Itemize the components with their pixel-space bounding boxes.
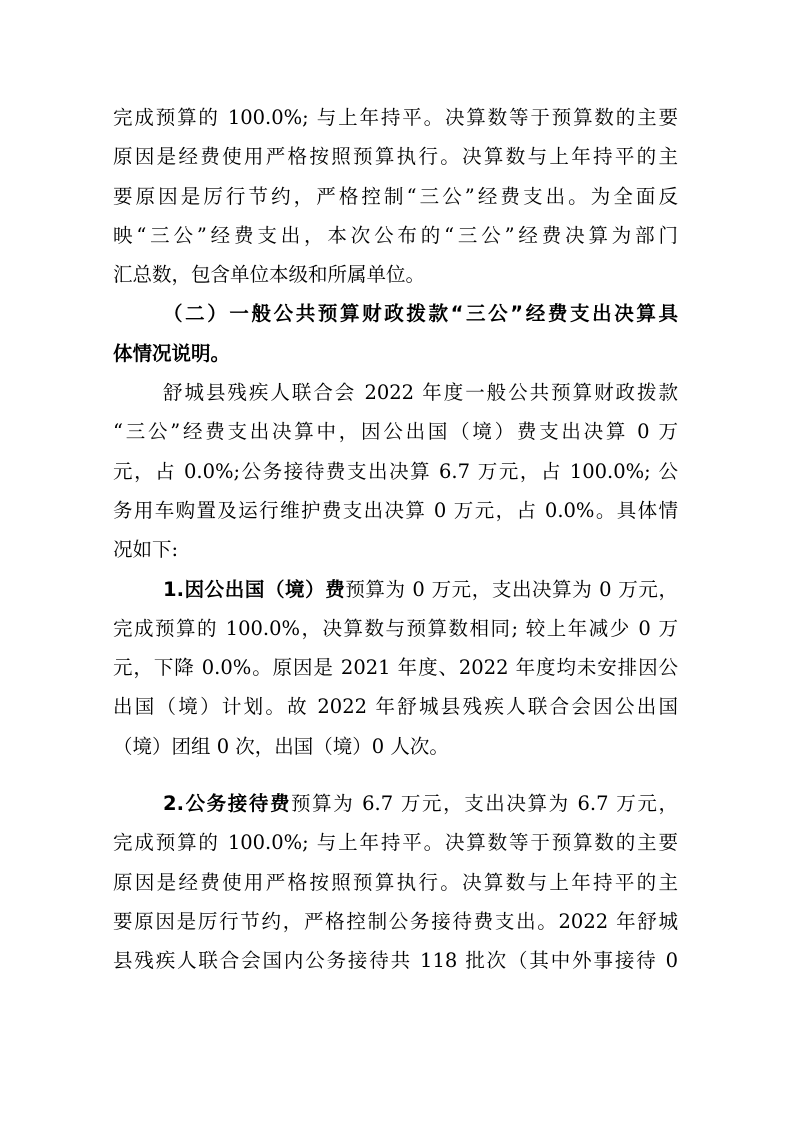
text-line: 出国（境）计划。故 2022 年舒城县残疾人联合会因公出国 (113, 695, 678, 719)
text-line: 完成预算的 100.0%; 与上年持平。决算数等于预算数的主要 (113, 106, 678, 129)
section-heading (113, 294, 678, 373)
text-line: 县残疾人联合会国内公务接待共 118 批次（其中外事接待 0 (113, 949, 678, 973)
heading-line: 体情况说明。 (113, 341, 231, 365)
item-overseas-travel (113, 570, 678, 766)
item-text: 预算为 0 万元，支出决算为 0 万元， (345, 577, 678, 601)
text-line: 舒城县残疾人联合会 2022 年度一般公共预算财政拨款 (163, 381, 678, 405)
text-line: 元，下降 0.0%。原因是 2021 年度、2022 年度均未安排因公 (113, 656, 678, 680)
text-line: 要原因是厉行节约，严格控制“三公”经费支出。为全面反 (113, 184, 678, 208)
paragraph-summary (113, 98, 678, 294)
item-first-line (113, 784, 678, 823)
heading-line: （二）一般公共预算财政拨款“三公”经费支出决算具 (163, 302, 678, 326)
text-line: “三公”经费支出决算中，因公出国（境）费支出决算 0 万 (113, 420, 678, 444)
text-line: 要原因是厉行节约，严格控制公务接待费支出。2022 年舒城 (113, 909, 678, 933)
text-line: 原因是经费使用严格按照预算执行。决算数与上年持平的主 (113, 870, 678, 894)
text-line: 映“三公”经费支出，本次公布的“三公”经费决算为部门 (113, 223, 678, 247)
text-line: 况如下: (113, 538, 179, 562)
text-line: 完成预算的 100.0%，决算数与预算数相同; 较上年减少 0 万 (113, 616, 678, 640)
text-line: 原因是经费使用严格按照预算执行。决算数与上年持平的主 (113, 145, 678, 169)
text-line: 汇总数，包含单位本级和所属单位。 (113, 263, 426, 287)
document-body (113, 98, 678, 981)
item-official-reception (113, 784, 678, 980)
item-first-line (113, 570, 678, 609)
text-line: 完成预算的 100.0%; 与上年持平。决算数等于预算数的主要 (113, 831, 678, 855)
item-label: 1.因公出国（境）费 (163, 577, 346, 601)
text-line: （境）团组 0 次，出国（境）0 人次。 (113, 734, 449, 758)
item-label: 2.公务接待费 (163, 792, 292, 816)
paragraph-overview (113, 373, 678, 569)
item-text: 预算为 6.7 万元，支出决算为 6.7 万元， (291, 792, 678, 816)
paragraph-gap (113, 766, 678, 784)
text-line: 元，占 0.0%;公务接待费支出决算 6.7 万元，占 100.0%; 公 (113, 459, 678, 483)
text-line: 务用车购置及运行维护费支出决算 0 万元，占 0.0%。具体情 (113, 498, 678, 522)
